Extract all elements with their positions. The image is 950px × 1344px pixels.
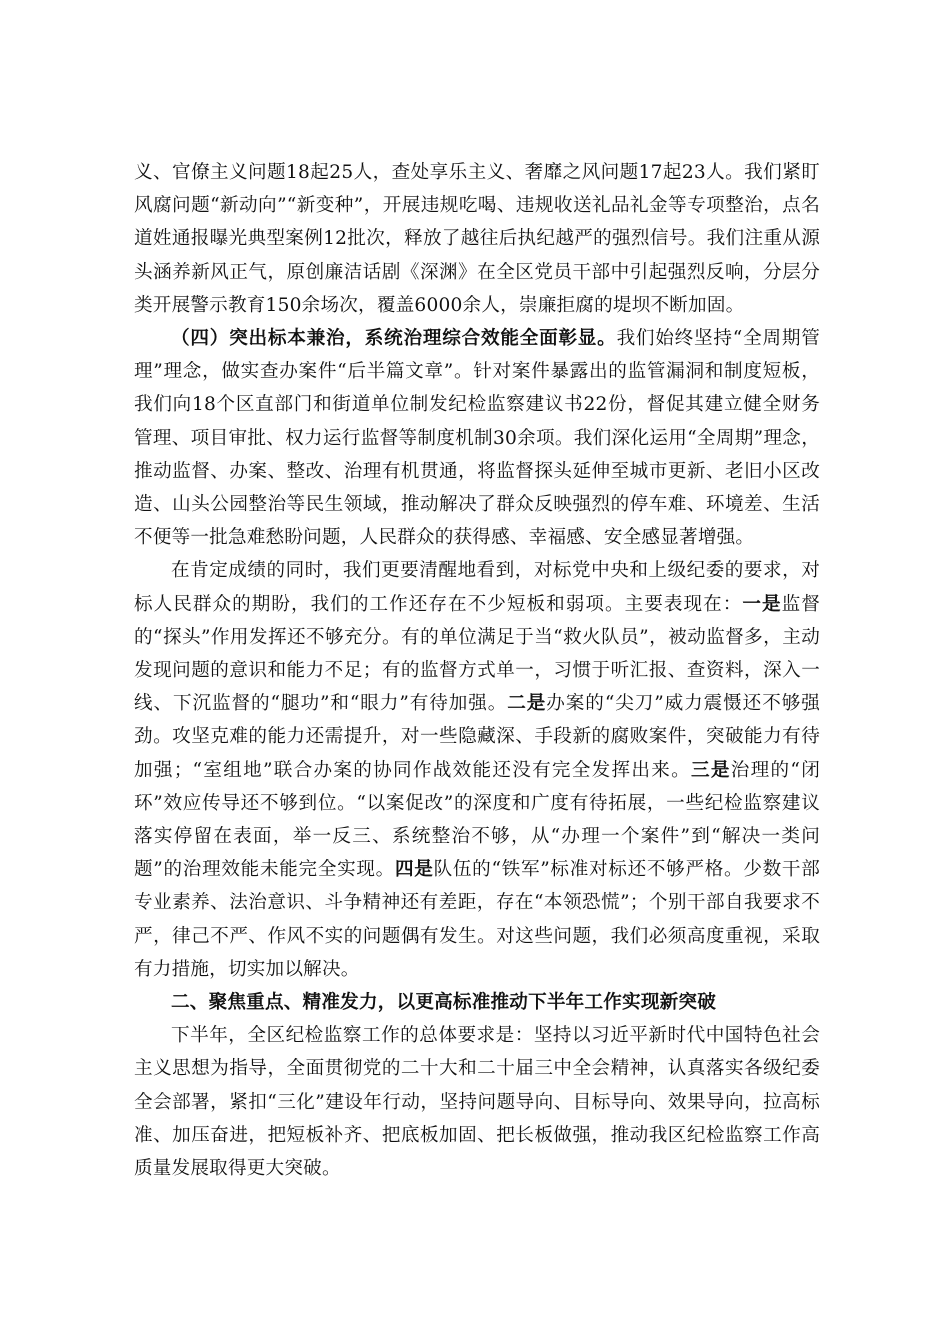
point-three-label: 三是 bbox=[691, 759, 731, 781]
point-one-label: 一是 bbox=[742, 593, 782, 615]
point-two-label: 二是 bbox=[507, 693, 547, 715]
paragraph-shortcomings bbox=[134, 554, 820, 986]
paragraph-section-four bbox=[134, 322, 820, 554]
paragraph-text: 我们始终坚持“全周期管理”理念，做实查办案件“后半篇文章”。针对案件暴露出的监管漏洞和制度短板，我们向18个区直部门和街道单位制发纪检监察建议书22份，督促其建立健全财务管理、项目审批、权力运行监督等制度机制30余项。我们深化运用“全周期”理念，推动监督、办案、整改、治理有机贯通，将监督探头延伸至城市更新、老旧小区改造、山头公园整治等民生领域，推动解决了群众反映强烈的停车难、环境差、生活不便等一批急难愁盼问题，人民群众的获得感、幸福感、安全感显著增强。 bbox=[134, 328, 820, 549]
paragraph-text: 办案的“尖刀”威力震慑还不够强劲。攻坚克难的能力还需提升，对一些隐藏深、手段新的腐败案件，突破能力有待加强；“室组地”联合办案的协同作战效能还没有完全发挥出来。 bbox=[134, 693, 820, 781]
point-four-label: 四是 bbox=[394, 859, 434, 881]
section-two-heading bbox=[134, 986, 820, 1019]
paragraph-text: 监督的“探头”作用发挥还不够充分。有的单位满足于当“救火队员”，被动监督多，主动发现问题的意识和能力不足；有的监督方式单一，习惯于听汇报、查资料，深入一线、下沉监督的“腿功”和“眼力”有待加强。 bbox=[134, 593, 820, 715]
paragraph-continuation bbox=[134, 156, 820, 322]
paragraph-text: 在肯定成绩的同时，我们更要清醒地看到，对标党中央和上级纪委的要求，对标人民群众的期盼，我们的工作还存在不少短板和弱项。主要表现在： bbox=[134, 560, 820, 615]
section-four-heading: （四）突出标本兼治，系统治理综合效能全面彰显。 bbox=[171, 328, 617, 350]
paragraph-text: 治理的“闭环”效应传导还不够到位。“以案促改”的深度和广度有待拓展，一些纪检监察建议落实停留在表面，举一反三、系统整治不够，从“办理一个案件”到“解决一类问题”的治理效能未能完全实现。 bbox=[134, 759, 820, 881]
paragraph-text: 下半年，全区纪检监察工作的总体要求是：坚持以习近平新时代中国特色社会主义思想为指导，全面贯彻党的二十大和二十届三中全会精神，认真落实各级纪委全会部署，紧扣“三化”建设年行动，坚持问题导向、目标导向、效果导向，拉高标准、加压奋进，把短板补齐、把底板加固、把长板做强，推动我区纪检监察工作高质量发展取得更大突破。 bbox=[134, 1025, 820, 1180]
heading-text: 二、聚焦重点、精准发力，以更高标准推动下半年工作实现新突破 bbox=[171, 992, 717, 1014]
paragraph-overall-requirements bbox=[134, 1019, 820, 1185]
paragraph-text: 义、官僚主义问题18起25人，查处享乐主义、奢靡之风问题17起23人。我们紧盯风腐问题“新动向”“新变种”，开展违规吃喝、违规收送礼品礼金等专项整治，点名道姓通报曝光典型案例12批次，释放了越往后执纪越严的强烈信号。我们注重从源头涵养新风正气，原创廉洁话剧《深渊》在全区党员干部中引起强烈反响，分层分类开展警示教育150余场次，覆盖6000余人，崇廉拒腐的堤坝不断加固。 bbox=[134, 162, 820, 316]
paragraph-text: 队伍的“铁军”标准对标还不够严格。少数干部专业素养、法治意识、斗争精神还有差距，存在“本领恐慌”；个别干部自我要求不严，律己不严、作风不实的问题偶有发生。对这些问题，我们必须高度重视，采取有力措施，切实加以解决。 bbox=[134, 859, 821, 980]
